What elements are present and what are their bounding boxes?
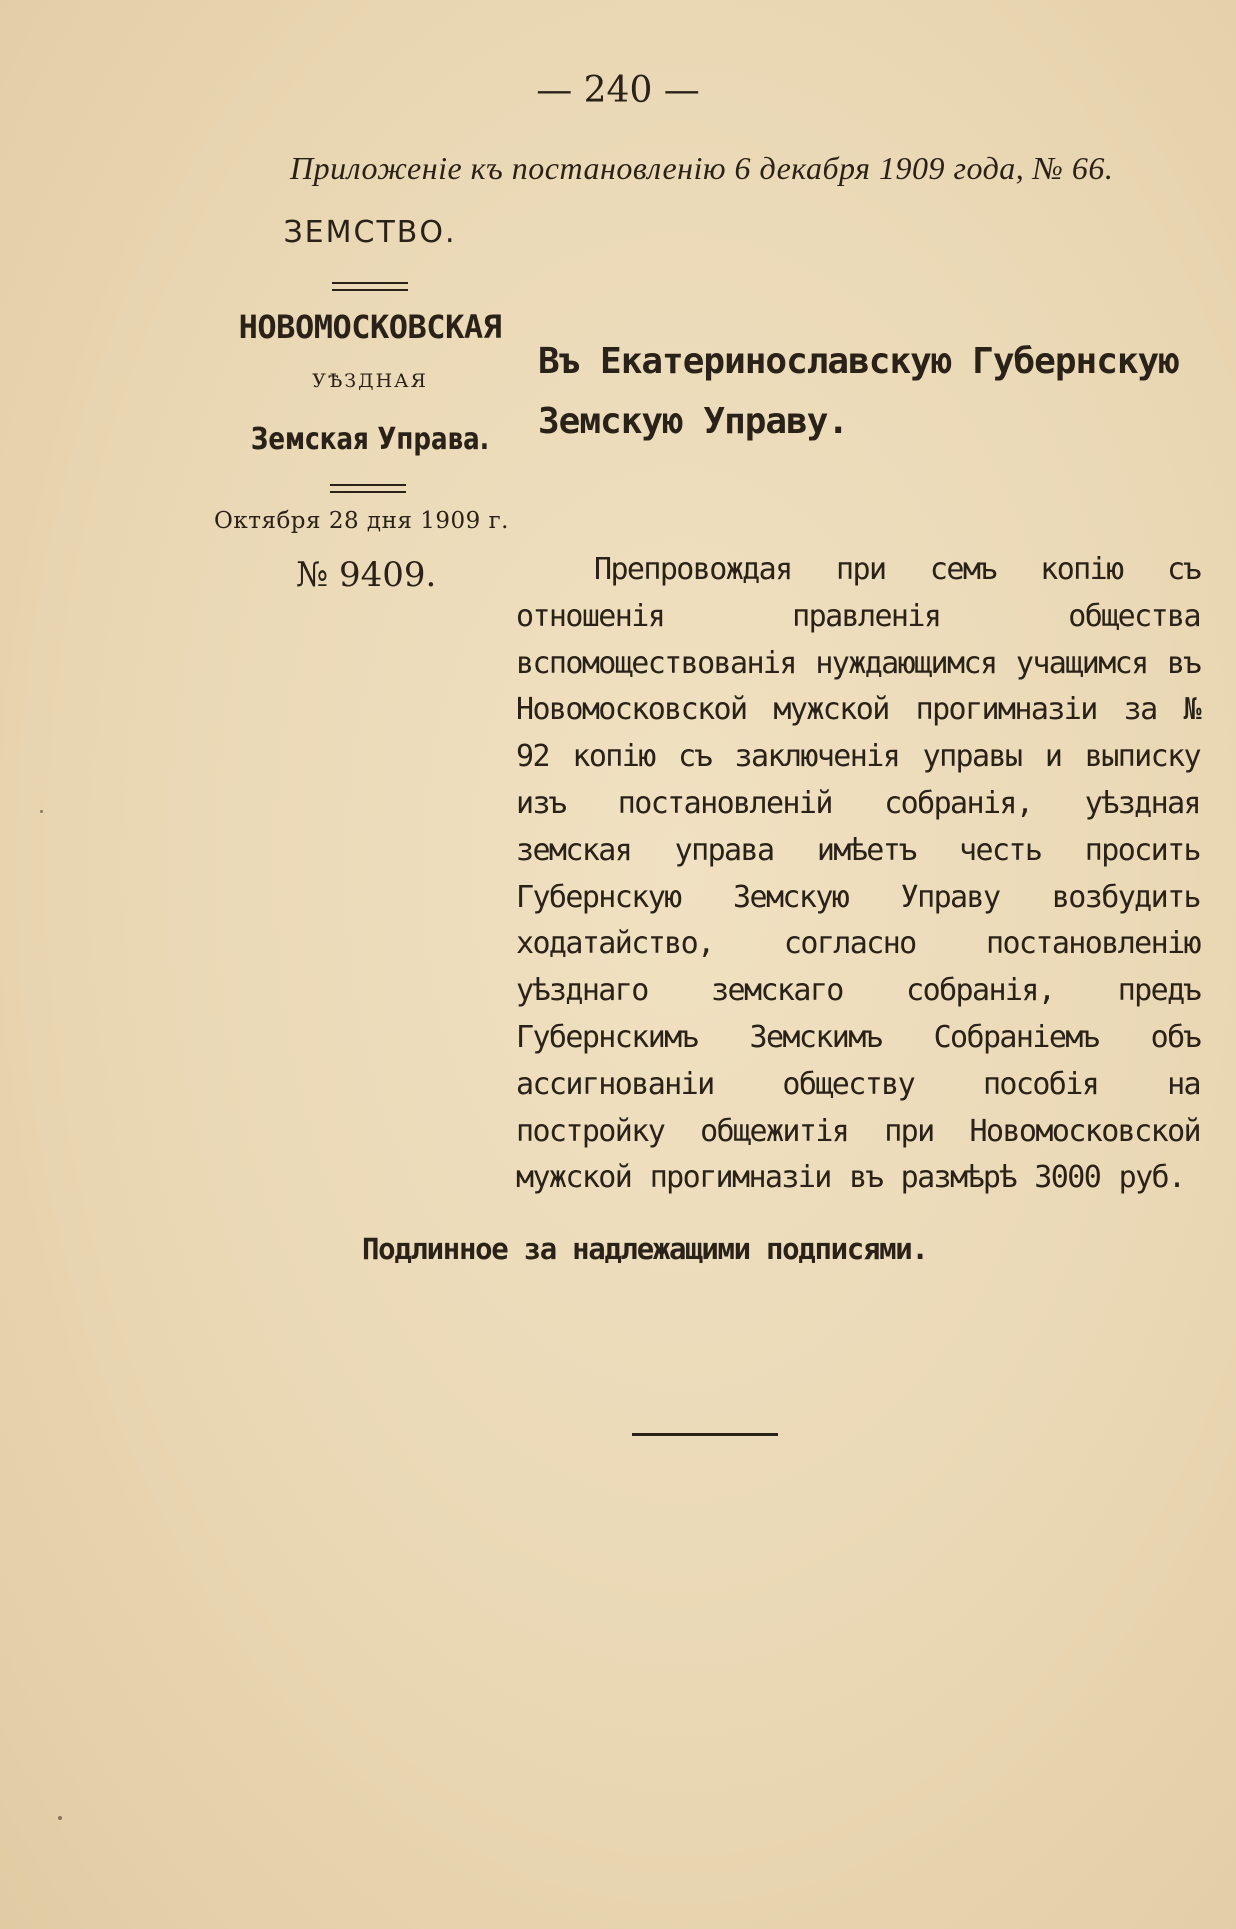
page-number: — 240 — [536, 70, 700, 111]
outgoing-number: № 9409. [296, 555, 437, 595]
paper-speck [58, 1816, 62, 1820]
signature-note: Подлинное за надлежащими подписями. [362, 1232, 928, 1266]
section-heading: ЗЕМСТВО. [283, 215, 457, 250]
addressee-line-1: Въ Екатеринославскую Губернскую [538, 341, 1179, 382]
double-rule-divider [330, 484, 406, 493]
sender-board: Земская Управа. [250, 422, 490, 457]
sender-county-subtitle: УѢЗДНАЯ [312, 370, 428, 392]
sender-county: НОВОМОСКОВСКАЯ [238, 308, 502, 346]
letter-date: Октября 28 дня 1909 г. [214, 508, 509, 534]
appendix-note: Приложеніе къ постановленію 6 декабря 1909 года, № 66. [290, 150, 1114, 186]
double-rule-divider [332, 282, 408, 291]
letter-body: Препровождая при семъ копію съ отношенія правленія общества вспомоществованія нуждающимся учащимся въ Новомосковской мужской прогимназіи за № 92 копію съ заключенія управы и выписку изъ постановленій собранія, уѣздная земская управа имѣетъ честь просить Губернскую Земскую Управу возбудить ходатайство, согласно постановленію уѣзднаго земскаго собранія, предъ Губернскимъ Земскимъ Собраніемъ объ ассигнованіи обществу пособія на постройку общежитія при Новомосковской мужской прогимназіи въ размѣрѣ 3000 руб. [516, 552, 1200, 1196]
addressee-line-2: Земскую Управу. [538, 401, 849, 442]
end-rule [632, 1433, 778, 1436]
paper-speck [40, 810, 43, 813]
addressee [538, 332, 1218, 452]
